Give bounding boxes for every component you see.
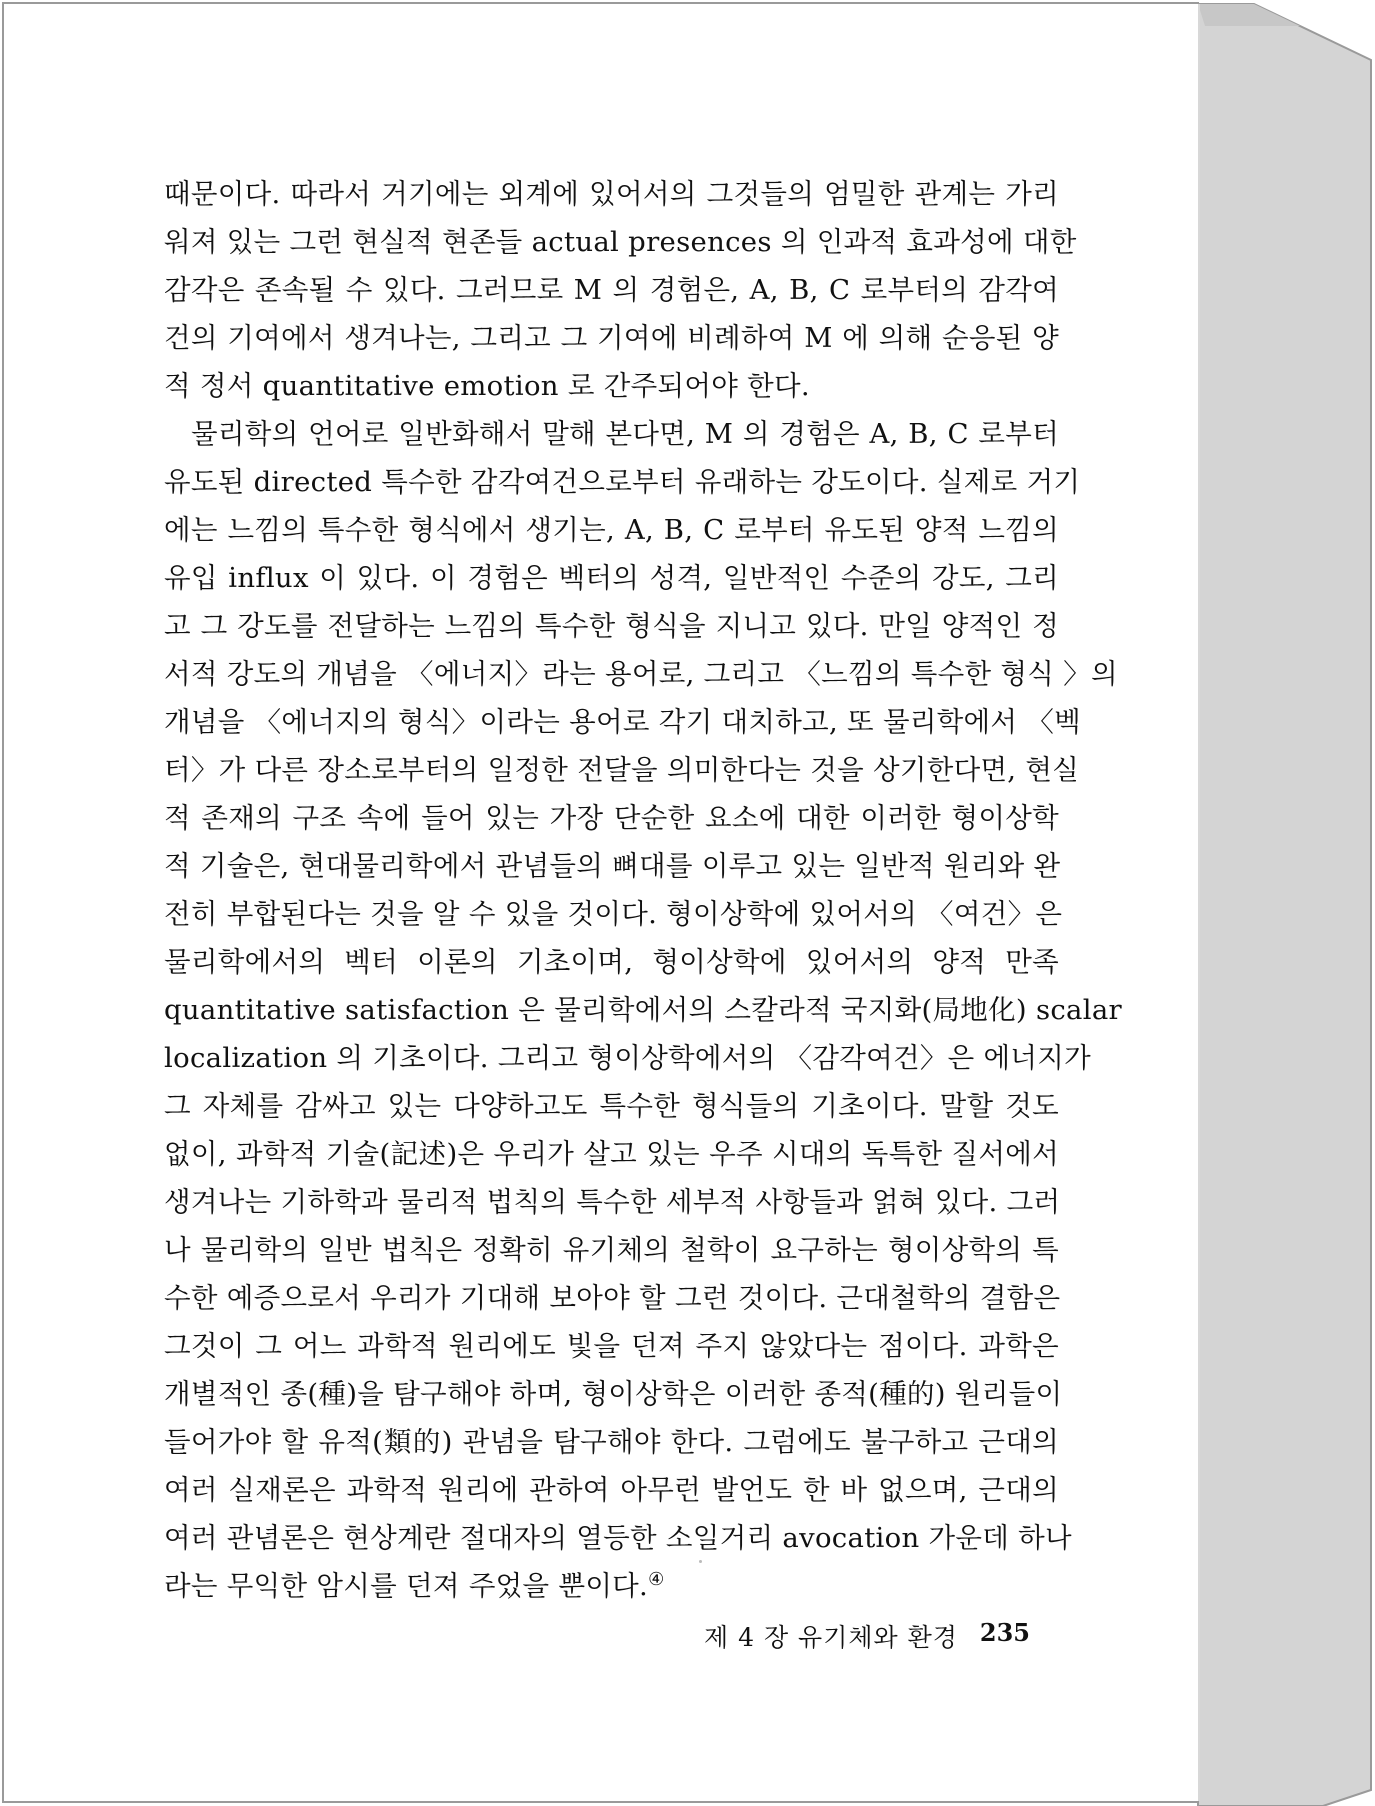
text-line: 없이, 과학적 기술(記述)은 우리가 살고 있는 우주 시대의 독특한 질서에서 bbox=[164, 1138, 1059, 1170]
text-line: 생겨나는 기하학과 물리적 법칙의 특수한 세부적 사항들과 얽혀 있다. 그러 bbox=[164, 1186, 1061, 1218]
book-spine-highlight bbox=[1198, 4, 1300, 26]
text-line: 서적 강도의 개념을 〈에너지〉라는 용어로, 그리고 〈느낌의 특수한 형식 〉의 bbox=[164, 658, 1118, 690]
print-speck bbox=[699, 1560, 702, 1563]
text-line: 개별적인 종(種)을 탐구해야 하며, 형이상학은 이러한 종적(種的) 원리들이 bbox=[164, 1378, 1063, 1410]
text-line: 물리학의 언어로 일반화해서 말해 본다면, M 의 경험은 A, B, C 로부터 bbox=[191, 418, 1059, 450]
text-line: 적 기술은, 현대물리학에서 관념들의 뼈대를 이루고 있는 일반적 원리와 완 bbox=[164, 850, 1061, 882]
text-line: 유도된 directed 특수한 감각여건으로부터 유래하는 강도이다. 실제로 거기 bbox=[164, 466, 1081, 498]
text-line: 개념을 〈에너지의 형식〉이라는 용어로 각기 대치하고, 또 물리학에서 〈벡 bbox=[164, 706, 1081, 738]
text-line: 건의 기여에서 생겨나는, 그리고 그 기여에 비례하여 M 에 의해 순응된 양 bbox=[164, 322, 1059, 354]
text-line: 고 그 강도를 전달하는 느낌의 특수한 형식을 지니고 있다. 만일 양적인 정 bbox=[164, 610, 1059, 642]
text-line: 그것이 그 어느 과학적 원리에도 빛을 던져 주지 않았다는 점이다. 과학은 bbox=[164, 1330, 1059, 1362]
text-line: 터〉가 다른 장소로부터의 일정한 전달을 의미한다는 것을 상기한다면, 현실 bbox=[164, 754, 1080, 786]
text-line: 적 정서 quantitative emotion 로 간주되어야 한다. bbox=[164, 370, 810, 402]
book-spine-face bbox=[1198, 4, 1371, 1806]
text-line: 수한 예증으로서 우리가 기대해 보아야 할 그런 것이다. 근대철학의 결함은 bbox=[164, 1282, 1061, 1314]
text-line: 그 자체를 감싸고 있는 다양하고도 특수한 형식들의 기초이다. 말할 것도 bbox=[164, 1090, 1059, 1122]
text-line: 유입 influx 이 있다. 이 경험은 벡터의 성격, 일반적인 수준의 강도, 그리 bbox=[164, 562, 1059, 594]
text-line: 들어가야 할 유적(類的) 관념을 탐구해야 한다. 그럼에도 불구하고 근대의 bbox=[164, 1426, 1059, 1458]
text-line: 여러 관념론은 현상계란 절대자의 열등한 소일거리 avocation 가운데 하나 bbox=[164, 1522, 1072, 1554]
text-line: 전히 부합된다는 것을 알 수 있을 것이다. 형이상학에 있어서의 〈여건〉은 bbox=[164, 898, 1063, 930]
body-text bbox=[164, 170, 1122, 1610]
text-line: 여러 실재론은 과학적 원리에 관하여 아무런 발언도 한 바 없으며, 근대의 bbox=[164, 1474, 1059, 1506]
text-line: 워져 있는 그런 현실적 현존들 actual presences 의 인과적 효과성에 대한 bbox=[164, 226, 1077, 258]
text-line: 나 물리학의 일반 법칙은 정확히 유기체의 철학이 요구하는 형이상학의 특 bbox=[164, 1234, 1059, 1266]
page-footer bbox=[704, 1618, 1034, 1654]
text-line: 적 존재의 구조 속에 들어 있는 가장 단순한 요소에 대한 이러한 형이상학 bbox=[164, 802, 1059, 834]
last-line-text: 라는 무익한 암시를 던져 주었을 뿐이다. bbox=[164, 1570, 649, 1602]
page-number: 235 bbox=[979, 1618, 1030, 1647]
text-line: 감각은 존속될 수 있다. 그러므로 M 의 경험은, A, B, C 로부터의 감각여 bbox=[164, 274, 1059, 306]
text-line: 에는 느낌의 특수한 형식에서 생기는, A, B, C 로부터 유도된 양적 느낌의 bbox=[164, 514, 1059, 546]
footnote-mark: ④ bbox=[648, 1568, 665, 1590]
running-footer-chapter: 제 4 장 유기체와 환경 bbox=[704, 1623, 958, 1652]
text-line-last bbox=[164, 1562, 1059, 1610]
text-line: 때문이다. 따라서 거기에는 외계에 있어서의 그것들의 엄밀한 관계는 가리 bbox=[164, 178, 1059, 210]
text-line: localization 의 기초이다. 그리고 형이상학에서의 〈감각여건〉은 에너지가 bbox=[164, 1042, 1091, 1074]
text-line: 물리학에서의 벡터 이론의 기초이며, 형이상학에 있어서의 양적 만족 bbox=[164, 946, 1059, 978]
text-line: quantitative satisfaction 은 물리학에서의 스칼라적 국지화(局地化) scalar bbox=[164, 994, 1122, 1026]
